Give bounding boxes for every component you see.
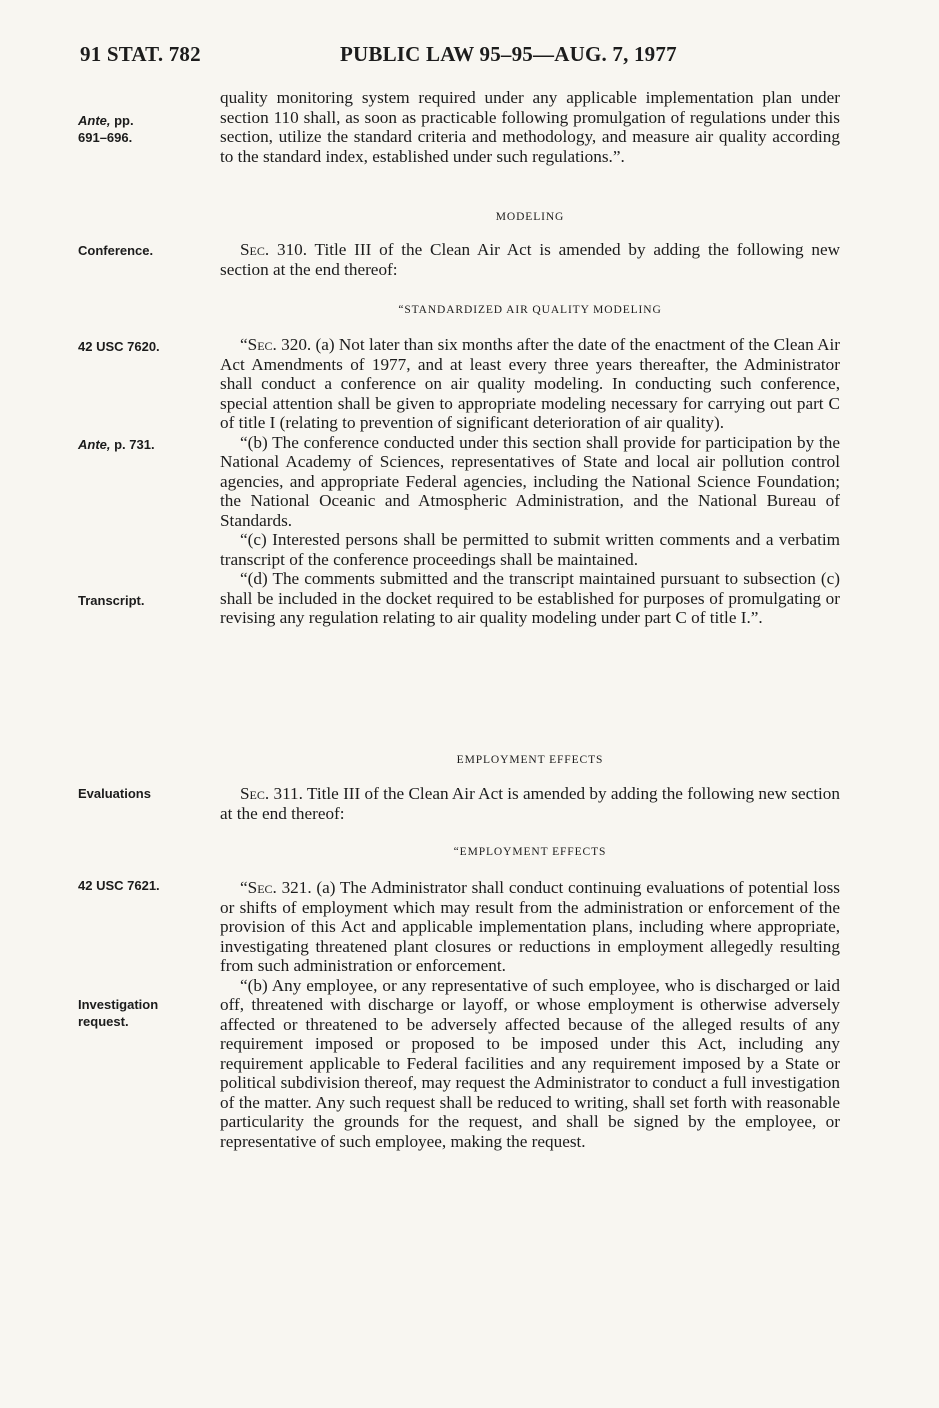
sec-310-block xyxy=(220,240,840,279)
sec-320-para-c: “(c) Interested persons shall be permitted to submit written comments and a verbatim transcript of the conference proceedings shall be maintained. xyxy=(220,530,840,569)
continuation-paragraph: quality monitoring system required under any applicable implementation plan under section 110 shall, as soon as practicable following promulgation of regulations under this section, utilize the standard criteria and methodology, and measure air quality according to the standard index, established under such regulations.”. xyxy=(220,88,840,166)
ante-italic: Ante, xyxy=(78,113,111,128)
sec-label: Sec. xyxy=(240,240,270,259)
sec-321-block xyxy=(220,878,840,1151)
sec-320-para-d: “(d) The comments submitted and the transcript maintained pursuant to subsection (c) shall be included in the docket required to be established for purposes of promulgating or revising any regulation relating to air quality modeling under part C of title I.”. xyxy=(220,569,840,627)
sec-320-para-a-text: 320. (a) Not later than six months after the date of the enactment of the Clean Air Act Amendments of 1977, and at least every three years thereafter, the Administrator shall conduct a conference on air quality modeling. In conducting such conference, special attention shall be given to appropriate modeling necessary for carrying out part C of title I (relating to prevention of significant deterioration of air quality). xyxy=(220,335,841,432)
statute-page-number: 91 STAT. 782 xyxy=(80,42,201,66)
margin-note-investigation-request: Investigation request. xyxy=(78,997,159,1029)
margin-note-ante-p xyxy=(78,436,155,453)
sec-311-text: 311. Title III of the Clean Air Act is amended by adding the following new section at the end thereof: xyxy=(220,784,840,823)
margin-note-evaluations: Evaluations xyxy=(78,786,151,801)
subheading-standardized-air-quality-modeling: “STANDARDIZED AIR QUALITY MODELING xyxy=(398,304,662,316)
sec-311-paragraph xyxy=(220,784,840,823)
ante-pages: pp. 691–696. xyxy=(78,113,134,145)
sec-310-text: 310. Title III of the Clean Air Act is amended by adding the following new section at the end thereof: xyxy=(220,240,840,279)
ante-italic: Ante, xyxy=(78,437,111,452)
ante-page: p. 731. xyxy=(110,437,155,452)
sec-311-block xyxy=(220,784,840,823)
margin-note-usc-7620: 42 USC 7620. xyxy=(78,339,160,354)
running-head: PUBLIC LAW 95–95—AUG. 7, 1977 xyxy=(340,42,677,66)
section-heading-employment-effects: EMPLOYMENT EFFECTS xyxy=(456,754,604,766)
margin-note-usc-7621: 42 USC 7621. xyxy=(78,878,160,893)
margin-note-conference: Conference. xyxy=(78,243,154,258)
sec-label: “Sec. xyxy=(240,335,277,354)
section-heading-modeling: MODELING xyxy=(495,211,565,223)
sec-label: Sec. xyxy=(240,784,270,803)
subheading-employment-effects: “EMPLOYMENT EFFECTS xyxy=(453,846,607,858)
sec-310-paragraph xyxy=(220,240,840,279)
sec-321-para-a-text: 321. (a) The Administrator shall conduct continuing evaluations of potential loss or shifts of employment which may result from the administration or enforcement of the provision of this Act and applicable implementation plans, including where appropriate, investigating threatened plant closures or reductions in employment allegedly resulting from such administration or enforcement. xyxy=(220,878,840,975)
sec-320-block xyxy=(220,335,840,628)
margin-note-ante-pp xyxy=(78,112,134,146)
sec-321-para-b: “(b) Any employee, or any representative of such employee, who is discharged or laid off, threatened with discharge or layoff, or whose employment is otherwise adversely affected or threatened to be adversely affected because of the alleged results of any requirement imposed or proposed to be imposed under this Act, including any requirement applicable to Federal facilities and any requirement imposed by a State or political subdivision thereof, may request the Administrator to conduct a full investigation of the matter. Any such request shall be reduced to writing, shall set forth with reasonable particularity the grounds for the request, and shall be signed by the employee, or representative of such employee, making the request. xyxy=(220,975,840,1151)
sec-320-para-a xyxy=(220,335,840,433)
sec-label: “Sec. xyxy=(240,878,277,897)
margin-note-transcript: Transcript. xyxy=(78,593,145,608)
sec-320-para-b: “(b) The conference conducted under this section shall provide for participation by the National Academy of Sciences, representatives of State and local air pollution control agencies, and appropriate Federal agencies, including the National Science Foundation; the National Oceanic and Atmospheric Administration, and the National Bureau of Standards. xyxy=(220,432,840,530)
continued-text xyxy=(220,88,840,166)
sec-321-para-a xyxy=(220,878,840,976)
